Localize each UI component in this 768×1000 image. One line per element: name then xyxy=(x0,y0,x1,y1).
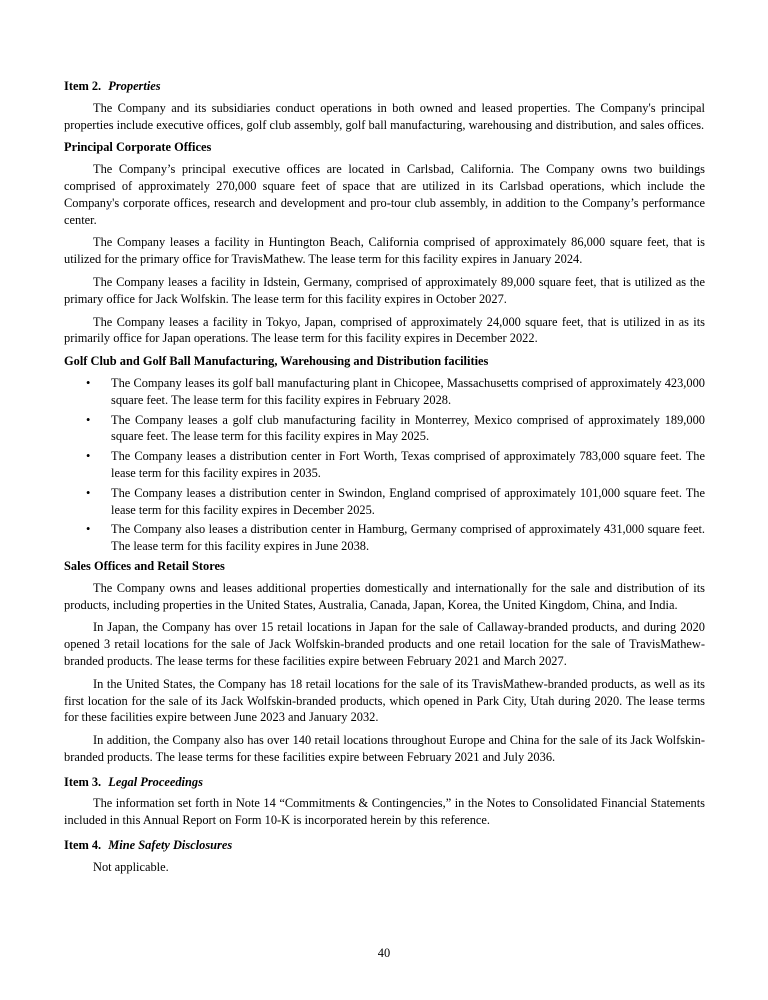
item-2-title: Properties xyxy=(108,79,161,93)
manufacturing-list xyxy=(64,375,705,555)
item-3-title: Legal Proceedings xyxy=(108,774,203,789)
list-item xyxy=(64,375,705,409)
list-item-text: The Company leases a distribution center in Swindon, England comprised of approximately 101,000 square feet. The lease term for this facility expires in December 2025. xyxy=(111,485,705,517)
list-item-text: The Company leases a golf club manufacturing facility in Monterrey, Mexico comprised of approximately 189,000 square feet. The lease term for this facility expires in May 2025. xyxy=(111,412,705,444)
bullet-icon: • xyxy=(86,375,91,390)
sales-paragraph: In the United States, the Company has 18 retail locations for the sale of its TravisMathew-branded products, as well as its first location for the sale of its Jack Wolfskin-branded products, which opened in Park City, Utah during 2020. The lease terms for these facilities expire between June 2023 and January 2032. xyxy=(64,676,705,725)
item-3-heading xyxy=(64,774,705,791)
item-3-number: Item 3. xyxy=(64,774,102,789)
item-4-heading xyxy=(64,837,705,854)
bullet-icon: • xyxy=(86,412,91,427)
document-page xyxy=(64,78,705,876)
list-item-text: The Company leases its golf ball manufacturing plant in Chicopee, Massachusetts comprised of approximately 423,000 square feet. The lease term for this facility expires in February 2028. xyxy=(111,375,705,407)
list-item xyxy=(64,485,705,519)
sales-paragraph: The Company owns and leases additional properties domestically and internationally for the sale and distribution of its products, including properties in the United States, Australia, Canada, Japan, Korea, the United Kingdom, China, and India. xyxy=(64,580,705,612)
sales-paragraph: In addition, the Company also has over 140 retail locations throughout Europe and China for the sale of its Jack Wolfskin-branded products. The lease terms for these facilities expire between February 2021 and July 2036. xyxy=(64,733,705,764)
list-item xyxy=(64,521,705,555)
list-item xyxy=(64,448,705,482)
corporate-paragraph: The Company leases a facility in Huntington Beach, California comprised of approximately 86,000 square feet, that is utilized for the primary office for TravisMathew. The lease term for this facility expires in January 2024. xyxy=(64,235,705,267)
corporate-paragraph: The Company’s principal executive offices are located in Carlsbad, California. The Company owns two buildings comprised of approximately 270,000 square feet of space that are utilized in its Carlsbad operations, which include the Company's corporate offices, research and development and pro-tour club assembly, in addition to the Company’s performance center. xyxy=(64,162,705,227)
bullet-icon: • xyxy=(86,485,91,500)
corporate-paragraph: The Company leases a facility in Tokyo, Japan, comprised of approximately 24,000 square feet, that is utilized in as its primarily office for Japan operations. The lease term for this facility expires in December 2022. xyxy=(64,314,705,346)
list-item xyxy=(64,412,705,446)
item-2-number: Item 2. xyxy=(64,79,102,93)
bullet-icon: • xyxy=(86,449,91,464)
corporate-offices-heading: Principal Corporate Offices xyxy=(64,140,212,155)
item-4-title: Mine Safety Disclosures xyxy=(108,838,233,853)
sales-paragraph: In Japan, the Company has over 15 retail locations in Japan for the sale of Callaway-branded products, and during 2020 opened 3 retail locations for the sale of Jack Wolfskin-branded products and one retail location for the sale of TravisMathew-branded products. The lease terms for these facilities expire between February 2021 and March 2027. xyxy=(64,620,705,668)
list-item-text: The Company leases a distribution center in Fort Worth, Texas comprised of approximately 783,000 square feet. The lease term for this facility expires in 2035. xyxy=(111,449,705,480)
manufacturing-heading: Golf Club and Golf Ball Manufacturing, Warehousing and Distribution facilities xyxy=(64,354,489,369)
list-item-text: The Company also leases a distribution center in Hamburg, Germany comprised of approximately 431,000 square feet. The lease term for this facility expires in June 2038. xyxy=(111,522,705,554)
item-4-number: Item 4. xyxy=(64,838,102,853)
item-2-intro: The Company and its subsidiaries conduct operations in both owned and leased properties. The Company's principal properties include executive offices, golf club assembly, golf ball manufacturing, warehousing and distribution, and sales offices. xyxy=(64,100,705,132)
bullet-icon: • xyxy=(86,522,91,537)
corporate-paragraph: The Company leases a facility in Idstein, Germany, comprised of approximately 89,000 square feet, that is utilized as the primary office for Jack Wolfskin. The lease term for this facility expires in October 2027. xyxy=(64,274,705,306)
page-number: 40 xyxy=(377,946,391,960)
item-3-text: The information set forth in Note 14 “Commitments & Contingencies,” in the Notes to Consolidated Financial Statements included in this Annual Report on Form 10-K is incorporated herein by this reference. xyxy=(64,796,705,828)
sales-offices-heading: Sales Offices and Retail Stores xyxy=(64,558,225,573)
item-4-text: Not applicable. xyxy=(93,859,169,874)
item-2-heading xyxy=(64,78,705,95)
